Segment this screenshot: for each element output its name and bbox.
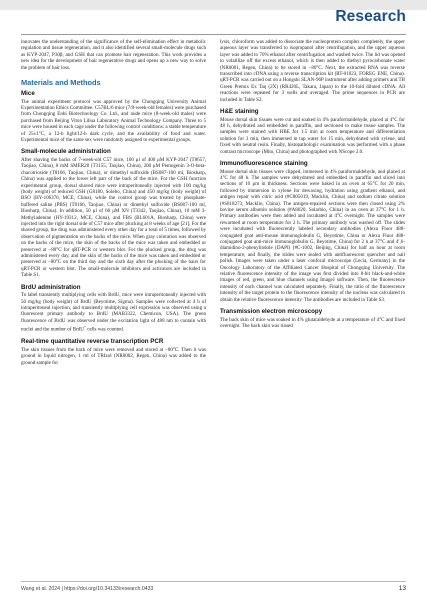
- right-column: [220, 39, 405, 329]
- tem-heading: Transmission electron microscopy: [220, 308, 323, 316]
- he-staining-paragraph: Mouse dorsal skin tissues were cut and soaked in 4% paraformaldehyde, placed at 4°C for 48 h, dehydrated and embedded in paraffin, and sectioned to make tissue samples. The samples were stained with HBE for 1.5 min at room temperature and differentiation solution for 3 min, then immersed in tap water for 15 min, dehydrated with xylene, and fixed with neutral resin. Finally, histopathologic examination was performed with a phase contrast microscope (Mito, China) and photographed with NScope 2.0.: [220, 116, 405, 155]
- immunofluorescence-paragraph: Mouse dorsal skin tissues were clipped, immersed in 4% paraformaldehyde, and placed at 4°C for 48 h. The samples were dehydrated and embedded in paraffin and sliced into sections of 10 μm in thickness. Sections were baked in an oven at 65°C for 20 min, followed by immersion in xylene for dewaxing, hydration using gradient ethanol, and antigen repair with citric acid (#C805019, Macklin, China) and sodium citrate solution (#S818273, Macklin, China). The antigen-repaired sections were then closed using 2% bovine serum albumin solution (#A8020, Solarbio, China) in an oven at 37°C for 1 h. Primary antibodies were then added and incubated at 4°C overnight. The samples were rewarmed at room temperature for 2 h. The primary antibody was washed off. The slides were incubated with fluorescently labeled secondary antibodies (Alexa Fluor 488-conjugated goat anti-mouse immunoglobulin G, Beyotime, China or Alexa Fluor 488-conjugated goat anti-mice immunoglobulin G, Beyotime, China) for 2 h at 37°C and 4′,6-diamidino-2-phenylindole (DAPI) (#C-1002, Beijing, China) for half an hour at room temperature, and finally, the slides were sealed with antifluorescent quencher and nail polish. Images were taken under a laser confocal microscope (Lecia, Germany) in the Oncology Laboratory of the Affiliated Cancer Hospital of Chongqing University. The relative fluorescence intensity of the image was first divided into 8-bit black-and-white images of red, green, and blue channels using ImageJ software. Then, the fluorescence intensity of each channel was calculated separately. Finally, the ratio of the fluorescence intensity of the target protein to the fluorescence intensity of the nucleus was calculated to obtain the relative fluorescence intensity. The antibodies are included in Table S3.: [220, 168, 405, 303]
- intro-paragraph: innovates the understanding of the significance of the self-elimination effect in metabolic regulation and tissue regeneration, and it also identified several small-molecule drugs such as KYP-2047, P30β, and GSH that can promote hair regeneration. This work provides a new idea for the development of hair regenerative drugs and opens up a new way to solve the problem of hair loss.: [21, 39, 206, 71]
- qpcr-continued-paragraph: lysis, chloroform was added to dissociate the nucleoprotein complex completely, the upper aqueous layer was transferred to isopropanol after centrifugation, and the upper aqueous layer was added to 70% ethanol after centrifugation and washed twice. The lid was opened to volatilize off the excess ethanol, which is then added to diethyl pyrocarbonate water (NR0001, Regen, China) to be stored in −80°C. Next, the extracted RNA was reverse transcribed into cDNA using a reverse transcription kit (RT-01023, FOREG ENE, China). qRT-PCR was carried out on a Hongshi SLAN-96P instrument after adding primers and TB Green Premix Ex Taq (2X) (RR420L, Takara, Japan) to the 10-fold diluted cDNA. All reactions were repeated for 3 wells and averaged. The prime sequences in PCR are included in Table S2.: [220, 39, 405, 103]
- he-staining-heading: H&E staining: [220, 108, 259, 116]
- immunofluorescence-heading: Immunofluorescence staining: [220, 160, 308, 167]
- mice-paragraph: The animal experiment protocol was approved by the Chongqing University Animal Experimentation Ethics Committee. C57BL/6 mice (7/8-week-old females) were purchased from Chongqing Enbi Biotechnology Co. Ltd., and nude mice (8-week-old males) were purchased from Beijing Viton Lihua Laboratory Animal Technology Company. Three to 5 mice were housed in each cage under the following control conditions: a stable temperature of 25±1°C, a 12-h light/12-h dark cycle, and the availability of food and water. Experimental mice of the same sex were randomly assigned to experimental groups.: [21, 98, 206, 143]
- section-title: Materials and Methods: [21, 78, 101, 88]
- small-molecule-paragraph: After shaving the backs of 7-week-old C57 mice, 100 μl of 400 μM KYP-2047 (T8657, Taojiao, China), 8 mM SMER28 (T3155, Taojiao, China), 200 μM Pemogenin 3-O-beta-chacotrioside (T8166, Taojiao, China), or dimethyl sulfoxide (BS087-100 ml, Biosharp, China) was applied to the lower left part of the back of the mice. For the GSH function experimental group, dorsal shaved mice were intraperitoneally injected with 100 mg/kg (body weight) of reduced GSH (G8180, Solebo, China) and 450 mg/kg (body weight) of BSO (HY-106376, MCE, China), while the control group was treated by phosphate-buffered saline (PBS) (T8166, Taojiao, China) or dimethyl sulfoxide (BS087-100 ml, Biosharp, China). In addition, 50 μl of 60 μM XN (T3342, Taojiao, China), 10 mM 3-Methyladenine (HY-19312, MCE, China), and FBS (BL601A, Biosharp, China) were injected into the right dorsal side of C57 mice after plucking at 8 weeks of age [21]. For the shaved group, the drug was administered every other day for a total of 5 times, followed by observation of pigmentation on the backs of the mice. When gray coloration was observed on the backs of the mice, the skin of the backs of the mice was taken and embedded or preserved at −80°C for qRT-PCR or western blot. For the plucked group, the drug was administered every day, and the skin of the backs of the mice was taken and embedded or preserved at −80°C on the third day and the sixth day after the plucking of the hairs for qRT-PCR or western blot. The small-molecule inhibitors and activators are included in Table S1.: [21, 156, 206, 279]
- brdu-tail: cells was counted.: [85, 326, 125, 333]
- brdu-superscript: +: [83, 325, 86, 330]
- header-rule: [21, 34, 406, 35]
- footer-citation[interactable]: Wang et al. 2024 | https://doi.org/10.34133/research.0433: [21, 586, 154, 592]
- brdu-text: To label transiently multiplying cells with BrdU, mice were intraperitoneally injected with 50 mg/kg (body weight) of BrdU (Beyotime, Sigma). Samples were collected at 4 h of intraperitoneal injection, and transiently multiplying cell expression was observed using a fluorescent primary antibody to BrdU (MAB3322, Chemicon, USA). The green fluorescence of BrdU was observed under the excitation light of 488 nm to contain with nuclei and the number of BrdU: [21, 292, 206, 333]
- running-head: Research: [335, 8, 406, 25]
- footer-rule: [21, 581, 406, 582]
- left-column: [21, 39, 206, 366]
- tem-paragraph: The back skin of mice was soaked in 4% glutaraldehyde at a temperature of 4°C and fixed overnight. The back skin was rinsed: [220, 316, 405, 329]
- mice-heading: Mice: [21, 90, 35, 98]
- qpcr-heading: Real-time quantitative reverse transcription PCR: [21, 338, 164, 346]
- brdu-heading: BrdU administration: [21, 283, 81, 291]
- brdu-paragraph: [21, 292, 206, 333]
- qpcr-paragraph: The skin tissues from the back of mice were removed and stored at −80°C. Then it was ground in liquid nitrogen, 1 ml of TRIzol (NR0002, Regen, China) was added to the ground sample for: [21, 346, 206, 366]
- small-molecule-heading: Small-molecule administration: [21, 148, 111, 156]
- page-number: 13: [398, 585, 406, 592]
